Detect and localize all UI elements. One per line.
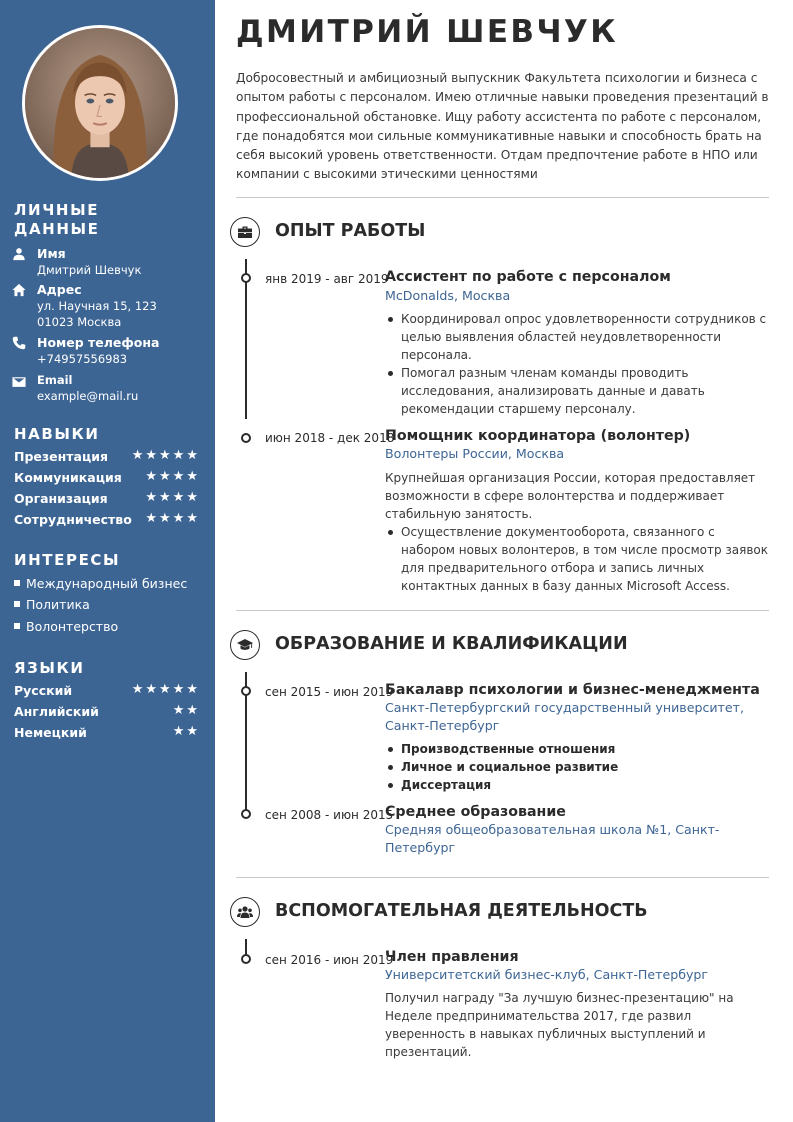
personal-phone-label: Номер телефона bbox=[37, 335, 160, 350]
interest-item bbox=[14, 576, 187, 591]
timeline-dot bbox=[241, 273, 251, 283]
languages-heading: ЯЗЫКИ bbox=[14, 659, 85, 677]
bullet-item: Диссертация bbox=[385, 776, 770, 794]
entry-date: сен 2016 - июн 2019 bbox=[265, 953, 394, 967]
skill-name: Сотрудничество bbox=[14, 512, 132, 527]
skill-rating-stars: ★★★★ bbox=[145, 511, 200, 526]
bullet-item: Помогал разным членам команды проводить исследования, анализировать данные и давать рекомендации старшему персоналу. bbox=[385, 364, 770, 418]
skill-name: Организация bbox=[14, 491, 108, 506]
entry-description: Крупнейшая организация России, которая предоставляет возможности в сфере волонтерства и поддерживает стабильную занятость. bbox=[385, 471, 756, 521]
personal-data-heading bbox=[14, 201, 99, 239]
square-bullet-icon bbox=[14, 623, 20, 629]
candidate-name: ДМИТРИЙ ШЕВЧУК bbox=[236, 14, 618, 50]
language-name: Русский bbox=[14, 683, 73, 698]
home-icon bbox=[12, 283, 26, 297]
skill-name: Презентация bbox=[14, 449, 108, 464]
entry-organization: Университетский бизнес-клуб, Санкт-Петербург bbox=[385, 967, 709, 982]
personal-phone-value: +74957556983 bbox=[37, 352, 128, 366]
interest-label: Политика bbox=[26, 597, 90, 612]
mail-icon bbox=[12, 375, 26, 389]
entry-date: июн 2018 - дек 2018 bbox=[265, 431, 395, 445]
entry-bullets bbox=[385, 310, 770, 418]
briefcase-icon bbox=[230, 217, 260, 247]
interest-label: Международный бизнес bbox=[26, 576, 188, 591]
personal-data-heading-line1: ЛИЧНЫЕ bbox=[14, 201, 100, 219]
skill-row bbox=[14, 449, 200, 467]
skill-rating-stars: ★★★★ bbox=[145, 490, 200, 505]
language-name: Немецкий bbox=[14, 725, 87, 740]
personal-email-label: Email bbox=[37, 373, 73, 387]
entry-organization: Волонтеры России, Москва bbox=[385, 446, 565, 461]
profile-photo bbox=[22, 25, 178, 181]
education-section-title: ОБРАЗОВАНИЕ И КВАЛИФИКАЦИИ bbox=[275, 634, 628, 654]
entry-date: сен 2015 - июн 2019 bbox=[265, 685, 394, 699]
interest-label: Волонтерство bbox=[26, 619, 119, 634]
timeline-dot bbox=[241, 686, 251, 696]
bullet-item: Осуществление документооборота, связанного с набором новых волонтеров, в том числе просмотр заявок для предварительного отбора и запись личных контактных данных в базу данных Microsoft Access. bbox=[385, 523, 770, 595]
entry-title: Среднее образование bbox=[385, 804, 566, 820]
interest-item bbox=[14, 619, 118, 634]
language-rating-stars: ★★ bbox=[172, 724, 200, 739]
profile-summary: Добросовестный и амбициозный выпускник Факультета психологии и бизнеса с опытом работы с персоналом. Имею отличные навыки проведения презентаций в профессиональной обстановке. Ищу работу ассистента по работе с персоналом, где понадобятся мои сильные коммуникативные навыки и способность брать на себя высокий уровень ответственности. Отдам предпочтение работе в НПО или компании с высокими этическими ценностями bbox=[236, 71, 769, 182]
bullet-item: Координировал опрос удовлетворенности сотрудников с целью выявления областей неудовлетворенности персонала. bbox=[385, 310, 770, 364]
entry-title: Бакалавр психологии и бизнес-менеджмента bbox=[385, 682, 760, 698]
bullet-item: Личное и социальное развитие bbox=[385, 758, 770, 776]
language-row bbox=[14, 725, 200, 743]
timeline-dot bbox=[241, 954, 251, 964]
language-rating-stars: ★★★★★ bbox=[131, 682, 200, 697]
skills-heading: НАВЫКИ bbox=[14, 425, 100, 443]
language-row bbox=[14, 683, 200, 701]
section-divider bbox=[236, 610, 769, 611]
interest-item bbox=[14, 597, 90, 612]
graduation-cap-icon bbox=[230, 630, 260, 660]
phone-icon bbox=[12, 336, 26, 350]
profile-photo-image bbox=[25, 28, 175, 178]
activities-section-title: ВСПОМОГАТЕЛЬНАЯ ДЕЯТЕЛЬНОСТЬ bbox=[275, 901, 648, 921]
personal-email-value: example@mail.ru bbox=[37, 389, 139, 403]
section-divider bbox=[236, 877, 769, 878]
skill-rating-stars: ★★★★★ bbox=[131, 448, 200, 463]
interests-heading: ИНТЕРЕСЫ bbox=[14, 551, 121, 569]
square-bullet-icon bbox=[14, 580, 20, 586]
personal-data-heading-line2: ДАННЫЕ bbox=[14, 220, 100, 238]
timeline-dot bbox=[241, 809, 251, 819]
entry-title: Помощник координатора (волонтер) bbox=[385, 428, 691, 444]
personal-name-value: Дмитрий Шевчук bbox=[37, 263, 142, 277]
entry-title: Ассистент по работе с персоналом bbox=[385, 269, 671, 285]
entry-organization: McDonalds, Москва bbox=[385, 288, 511, 303]
entry-date: сен 2008 - июн 2015 bbox=[265, 808, 394, 822]
section-divider bbox=[236, 197, 769, 198]
language-rating-stars: ★★ bbox=[172, 703, 200, 718]
square-bullet-icon bbox=[14, 601, 20, 607]
group-icon bbox=[230, 897, 260, 927]
entry-organization: Санкт-Петербургский государственный университет, Санкт-Петербург bbox=[385, 700, 744, 733]
personal-name-label: Имя bbox=[37, 246, 66, 261]
skill-rating-stars: ★★★★ bbox=[145, 469, 200, 484]
entry-bullets bbox=[385, 523, 770, 595]
language-name: Английский bbox=[14, 704, 99, 719]
entry-bullets bbox=[385, 740, 770, 794]
entry-organization: Средняя общеобразовательная школа №1, Санкт-Петербург bbox=[385, 822, 720, 855]
entry-title: Член правления bbox=[385, 949, 519, 965]
bullet-item: Производственные отношения bbox=[385, 740, 770, 758]
skill-row bbox=[14, 470, 200, 488]
personal-address-city: 01023 Москва bbox=[37, 315, 122, 329]
sidebar bbox=[0, 0, 215, 1122]
timeline-dot bbox=[241, 433, 251, 443]
personal-address-label: Адрес bbox=[37, 282, 82, 297]
person-icon bbox=[12, 247, 26, 261]
entry-description: Получил награду "За лучшую бизнес-презентацию" на Неделе предпринимательства 2017, где развил уверенность в навыках публичных выступлений и презентаций. bbox=[385, 991, 734, 1059]
language-row bbox=[14, 704, 200, 722]
skill-name: Коммуникация bbox=[14, 470, 122, 485]
skill-row bbox=[14, 512, 200, 530]
experience-section-title: ОПЫТ РАБОТЫ bbox=[275, 221, 426, 241]
entry-date: янв 2019 - авг 2019 bbox=[265, 272, 389, 286]
personal-address-street: ул. Научная 15, 123 bbox=[37, 299, 157, 313]
timeline-line bbox=[245, 259, 247, 419]
skill-row bbox=[14, 491, 200, 509]
